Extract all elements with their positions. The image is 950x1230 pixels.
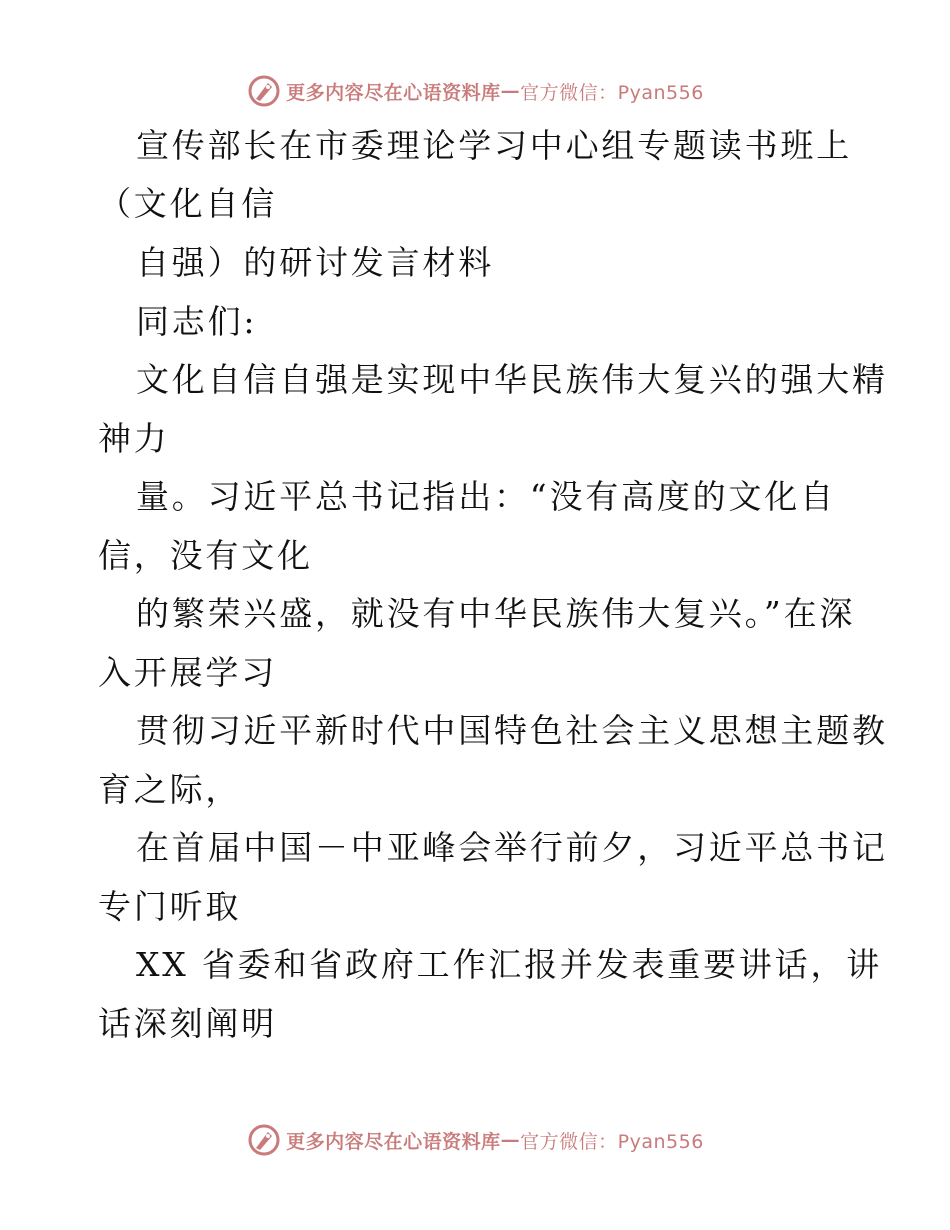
paragraph-line: 贯彻习近平新时代中国特色社会主义思想主题教 [136,711,888,750]
watermark-wechat: 官方微信：Pyan556 [520,1130,704,1153]
paragraph-line: 专门听取 [98,887,242,926]
paragraph-line: 话深刻阐明 [98,1004,277,1043]
watermark-brand: 更多内容尽在心语资料库 [286,1130,501,1153]
paragraph-line: 神力 [98,419,170,458]
watermark-brand: 更多内容尽在心语资料库 [286,81,501,104]
title-line-3: 自强）的研讨发言材料 [136,243,494,282]
title-line-1: 宣传部长在市委理论学习中心组专题读书班上 [136,126,852,165]
title-line-2: （文化自信 [98,184,277,223]
paragraph-line: 的繁荣兴盛，就没有中华民族伟大复兴。”在深 [136,594,856,633]
footer-watermark [0,1120,950,1160]
watermark-separator: — [500,80,521,102]
header-watermark [0,71,950,111]
paragraph-line: 育之际， [98,770,242,809]
watermark-wechat: 官方微信：Pyan556 [520,81,704,104]
pen-nib-logo-icon [246,73,282,109]
watermark-separator: — [500,1129,521,1151]
paragraph-line: 量。习近平总书记指出：“没有高度的文化自 [136,477,836,516]
paragraph-line: 在首届中国－中亚峰会举行前夕，习近平总书记 [136,828,888,867]
salutation: 同志们: [136,302,258,341]
paragraph-line: 信，没有文化 [98,536,313,575]
paragraph-line: 入开展学习 [98,653,277,692]
paragraph-line: 文化自信自强是实现中华民族伟大复兴的强大精 [136,360,888,399]
pen-nib-logo-icon [246,1122,282,1158]
paragraph-line: XX 省委和省政府工作汇报并发表重要讲话，讲 [136,945,883,984]
